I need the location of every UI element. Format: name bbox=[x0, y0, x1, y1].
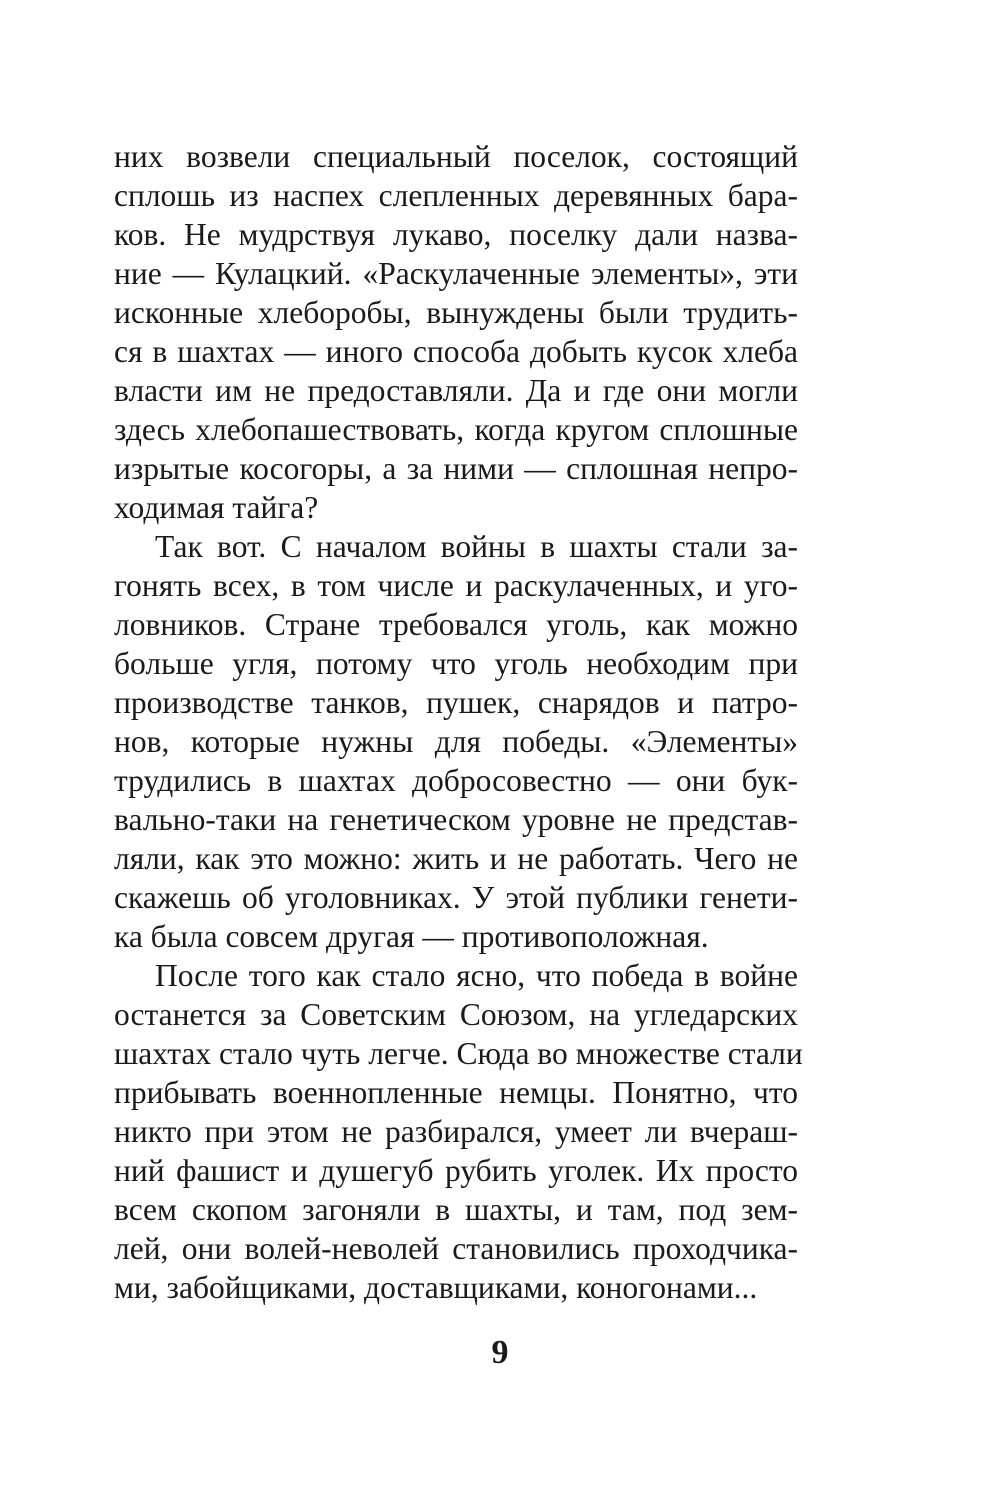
text-line: власти им не предоставляли. Да и где они могли bbox=[114, 373, 798, 408]
text-line: сплошь из наспех слепленных деревянных бара- bbox=[114, 178, 798, 213]
text-line: никто при этом не разбирался, умеет ли вчераш- bbox=[114, 1114, 798, 1149]
text-line: После того как стало ясно, что победа в войне bbox=[155, 958, 798, 993]
text-line: ловников. Стране требовался уголь, как можно bbox=[114, 607, 798, 642]
text-line: останется за Советским Союзом, на угледарских bbox=[114, 997, 798, 1032]
text-line: нов, которые нужны для победы. «Элементы» bbox=[114, 724, 798, 759]
text-line: ходимая тайга? bbox=[114, 490, 319, 525]
text-line: ка была совсем другая — противоположная. bbox=[114, 919, 709, 954]
text-line: больше угля, потому что уголь необходим при bbox=[114, 646, 798, 681]
text-line: производстве танков, пушек, снарядов и патро- bbox=[114, 685, 798, 720]
text-line: лей, они волей-неволей становились проходчика- bbox=[114, 1231, 798, 1266]
text-line: ков. Не мудрствуя лукаво, поселку дали назва- bbox=[114, 217, 798, 252]
text-line: них возвели специальный поселок, состоящий bbox=[114, 139, 798, 174]
text-line: здесь хлебопашествовать, когда кругом сплошные bbox=[114, 412, 798, 447]
text-line: ся в шахтах — иного способа добыть кусок хлеба bbox=[114, 334, 798, 369]
text-line: скажешь об уголовниках. У этой публики генети- bbox=[114, 880, 798, 915]
text-line: ляли, как это можно: жить и не работать. Чего не bbox=[114, 841, 798, 876]
text-line: изрытые косогоры, а за ними — сплошная непро- bbox=[114, 451, 798, 486]
text-line: ние — Кулацкий. «Раскулаченные элементы», эти bbox=[114, 256, 798, 291]
page-number: 9 bbox=[491, 1334, 509, 1371]
text-line: трудились в шахтах добросовестно — они бук- bbox=[114, 763, 798, 798]
text-line: исконные хлеборобы, вынуждены были трудить- bbox=[114, 295, 798, 330]
text-line: ний фашист и душегуб рубить уголек. Их просто bbox=[114, 1153, 798, 1188]
text-line: прибывать военнопленные немцы. Понятно, что bbox=[114, 1075, 798, 1110]
paragraph-3 bbox=[114, 956, 803, 1307]
body-text bbox=[114, 137, 803, 1307]
text-line: шахтах стало чуть легче. Сюда во множестве стали bbox=[114, 1036, 803, 1071]
text-line: ми, забойщиками, доставщиками, коногонами... bbox=[114, 1270, 758, 1305]
text-line: гонять всех, в том числе и раскулаченных, и уго- bbox=[114, 568, 798, 603]
text-line: всем скопом загоняли в шахты, и там, под зем- bbox=[114, 1192, 798, 1227]
paragraph-2 bbox=[114, 527, 798, 956]
paragraph-1 bbox=[114, 137, 798, 527]
text-line: вально-таки на генетическом уровне не представ- bbox=[114, 802, 798, 837]
text-line: Так вот. С началом войны в шахты стали за- bbox=[155, 529, 798, 564]
